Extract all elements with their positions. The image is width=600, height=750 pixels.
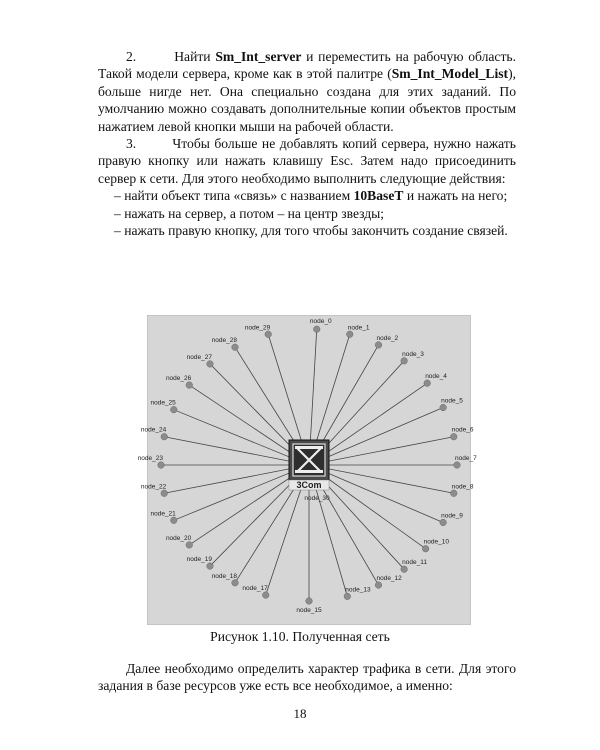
network-diagram (137, 316, 477, 624)
label-node-10: node_10 (423, 538, 449, 546)
node-node-23 (158, 462, 165, 469)
paragraph-3: 3. Чтобы больше не добавлять копий сервера, нужно нажать правую кнопку или нажать клавишу Esc. Затем надо присоединить сервер к сети. Для этого необходимо выполнить следующие действия: (98, 136, 517, 186)
node-node-8 (450, 490, 457, 497)
label-node-24: node_24 (140, 426, 167, 434)
node-node-24 (161, 433, 168, 440)
hub-bar-bottom (295, 470, 323, 473)
node-node-6 (450, 433, 457, 440)
list-item-3: – нажать правую кнопку, для того чтобы закончить создание связей. (114, 223, 508, 239)
label-node-8: node_8 (451, 483, 474, 491)
label-node-29: node_29 (244, 324, 271, 332)
node-node-10 (422, 545, 429, 552)
node-node-25 (170, 406, 177, 413)
label-node-3: node_3 (402, 350, 424, 358)
node-node-15 (306, 598, 313, 605)
paragraph-4: Далее необходимо определить характер трафика в сети. Для этого задания в базе ресурсов уже есть все необходимое, а именно: (98, 661, 516, 694)
label-node-26: node_26 (165, 375, 192, 383)
node-node-18 (232, 579, 239, 586)
label-node-13: node_13 (345, 586, 371, 594)
label-node-4: node_4 (425, 373, 447, 381)
label-node-0: node_0 (309, 318, 332, 326)
node-node-22 (161, 490, 168, 497)
label-node-1: node_1 (347, 324, 370, 332)
node-node-13 (344, 593, 351, 600)
hub-label: 3Com (296, 480, 322, 490)
label-node-5: node_5 (441, 397, 463, 405)
text-block-bottom (98, 660, 516, 695)
node-node-1 (346, 331, 353, 338)
label-node-23: node_23 (137, 455, 163, 462)
label-node-12: node_12 (376, 575, 402, 583)
hub-bar-top (295, 446, 323, 449)
label-node-27: node_27 (186, 353, 212, 361)
label-node-17: node_17 (242, 585, 268, 593)
label-node-2: node_2 (376, 334, 399, 342)
label-node-20: node_20 (165, 534, 192, 542)
figure-caption: Рисунок 1.10. Полученная сеть (210, 629, 390, 644)
label-node-21: node_21 (150, 510, 176, 518)
node-node-12 (375, 582, 382, 589)
paragraph-2: 2. Найти Sm_Int_server и переместить на рабочую область. Такой модели сервера, кроме как в этой палитре (Sm_Int_Model_List), больше нигде нет. Она специально создана для этих заданий. По умолчанию можно создавать дополнительные копии объектов простым нажатием левой кнопки мыши на рабочей области. (98, 49, 516, 134)
label-node-25: node_25 (150, 399, 176, 407)
node-node-4 (424, 380, 431, 387)
label-node-15: node_15 (296, 607, 322, 614)
list-item-1: – найти объект типа «связь» с названием 10BaseT и нажать на него; (114, 188, 508, 204)
node-node-17 (262, 592, 269, 599)
label-node-7: node_7 (455, 455, 477, 462)
text-block-top (98, 48, 516, 239)
node-node-21 (170, 517, 177, 524)
label-node-30: node_30 (304, 495, 330, 502)
node-node-2 (375, 342, 382, 349)
node-node-11 (401, 566, 408, 573)
label-node-9: node_9 (441, 512, 463, 520)
label-node-19: node_19 (186, 556, 212, 564)
node-node-3 (401, 358, 408, 365)
node-node-29 (265, 331, 272, 338)
page-number: 18 (293, 706, 307, 721)
node-node-0 (313, 326, 320, 333)
list-item-2: – нажать на сервер, а потом – на центр звезды; (114, 205, 385, 221)
node-node-26 (186, 382, 193, 389)
node-node-27 (207, 361, 214, 368)
node-node-5 (440, 404, 447, 411)
label-node-6: node_6 (451, 426, 474, 434)
node-node-28 (232, 344, 239, 351)
label-node-28: node_28 (211, 337, 237, 345)
node-node-19 (207, 563, 214, 570)
label-node-22: node_22 (140, 483, 167, 491)
node-node-9 (440, 519, 447, 526)
label-node-11: node_11 (402, 559, 427, 567)
node-node-7 (454, 462, 461, 469)
network-figure (137, 315, 477, 625)
label-node-18: node_18 (211, 572, 237, 580)
node-node-20 (186, 542, 193, 549)
